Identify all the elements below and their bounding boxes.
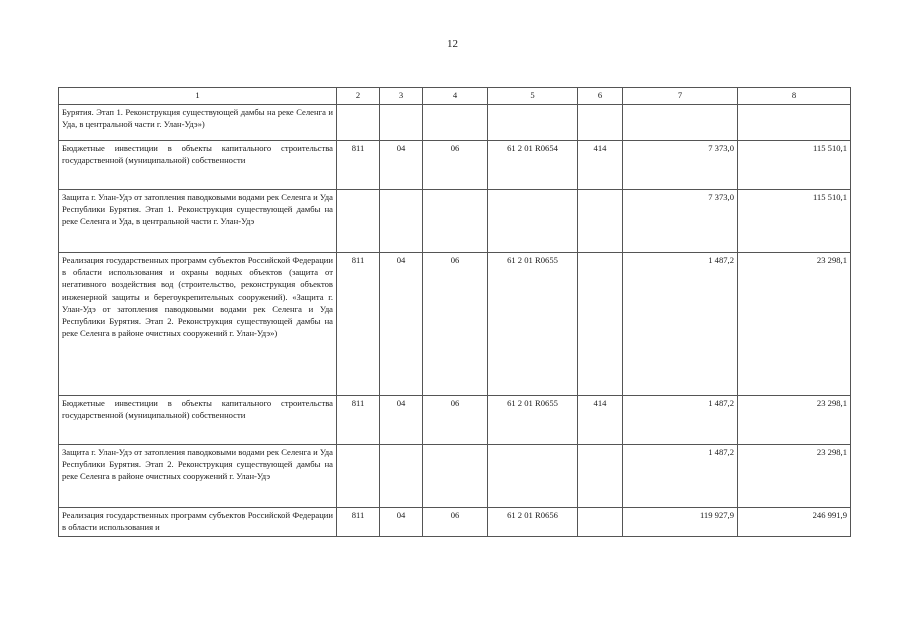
section-code-cell bbox=[380, 105, 423, 141]
expense-type-cell bbox=[578, 253, 623, 396]
table-row bbox=[59, 445, 851, 508]
section-code-cell: 04 bbox=[380, 253, 423, 396]
expense-type-cell bbox=[578, 445, 623, 508]
row-name-cell: Бюджетные инвестиции в объекты капитального строительства государственной (муниципальной) собственности bbox=[59, 141, 337, 190]
ministry-code-cell: 811 bbox=[337, 253, 380, 396]
section-code-cell bbox=[380, 445, 423, 508]
subsection-code-cell: 06 bbox=[423, 253, 488, 396]
ministry-code-cell bbox=[337, 190, 380, 253]
section-code-cell bbox=[380, 190, 423, 253]
row-name-cell: Реализация государственных программ субъектов Российской Федерации в области использования и bbox=[59, 508, 337, 537]
sum-col7-cell: 1 487,2 bbox=[623, 445, 738, 508]
row-name-cell: Защита г. Улан-Удэ от затопления паводковыми водами рек Селенга и Уда Республики Бурятия. Этап 2. Реконструкция существующей дамбы на реке Селенга в районе очистных сооружений г. Улан-Удэ bbox=[59, 445, 337, 508]
expense-type-cell bbox=[578, 508, 623, 537]
row-name-cell: Защита г. Улан-Удэ от затопления паводковыми водами рек Селенга и Уда Республики Бурятия. Этап 1. Реконструкция существующей дамбы на реке Селенга и Уда, в центральной части г. Улан-Удэ bbox=[59, 190, 337, 253]
column-header: 3 bbox=[380, 88, 423, 105]
column-header: 7 bbox=[623, 88, 738, 105]
row-name-cell: Бюджетные инвестиции в объекты капитального строительства государственной (муниципальной) собственности bbox=[59, 396, 337, 445]
budget-table bbox=[58, 87, 851, 537]
subsection-code-cell bbox=[423, 445, 488, 508]
subsection-code-cell: 06 bbox=[423, 508, 488, 537]
column-header: 5 bbox=[488, 88, 578, 105]
sum-col8-cell: 23 298,1 bbox=[738, 253, 851, 396]
table-row bbox=[59, 105, 851, 141]
sum-col7-cell: 1 487,2 bbox=[623, 396, 738, 445]
target-code-cell: 61 2 01 R0655 bbox=[488, 253, 578, 396]
ministry-code-cell: 811 bbox=[337, 508, 380, 537]
row-name-cell: Реализация государственных программ субъектов Российской Федерации в области использования и охраны водных объектов (защита от негативного воздействия вод (строительство, реконструкция объектов инженерной защиты и берегоукрепительных сооружений). «Защита г. Улан-Удэ от затопления паводковыми водами рек Селенга и Уда Республики Бурятия. Этап 2. Реконструкция существующей дамбы на реке Селенга в районе очистных сооружений г. Улан-Удэ») bbox=[59, 253, 337, 396]
page-number: 12 bbox=[447, 38, 458, 50]
column-header: 2 bbox=[337, 88, 380, 105]
sum-col8-cell: 23 298,1 bbox=[738, 445, 851, 508]
subsection-code-cell: 06 bbox=[423, 141, 488, 190]
section-code-cell: 04 bbox=[380, 508, 423, 537]
target-code-cell: 61 2 01 R0654 bbox=[488, 141, 578, 190]
sum-col7-cell: 119 927,9 bbox=[623, 508, 738, 537]
sum-col7-cell: 7 373,0 bbox=[623, 190, 738, 253]
sum-col7-cell: 1 487,2 bbox=[623, 253, 738, 396]
sum-col8-cell bbox=[738, 105, 851, 141]
subsection-code-cell: 06 bbox=[423, 396, 488, 445]
column-header: 4 bbox=[423, 88, 488, 105]
sum-col7-cell: 7 373,0 bbox=[623, 141, 738, 190]
column-header: 8 bbox=[738, 88, 851, 105]
section-code-cell: 04 bbox=[380, 141, 423, 190]
ministry-code-cell bbox=[337, 445, 380, 508]
column-header: 6 bbox=[578, 88, 623, 105]
subsection-code-cell bbox=[423, 105, 488, 141]
table-row bbox=[59, 508, 851, 537]
section-code-cell: 04 bbox=[380, 396, 423, 445]
sum-col8-cell: 23 298,1 bbox=[738, 396, 851, 445]
table-row bbox=[59, 253, 851, 396]
table-row bbox=[59, 141, 851, 190]
ministry-code-cell: 811 bbox=[337, 141, 380, 190]
subsection-code-cell bbox=[423, 190, 488, 253]
target-code-cell bbox=[488, 190, 578, 253]
sum-col8-cell: 115 510,1 bbox=[738, 190, 851, 253]
row-name-cell: Бурятия. Этап 1. Реконструкция существующей дамбы на реке Селенга и Уда, в центральной части г. Улан-Удэ») bbox=[59, 105, 337, 141]
ministry-code-cell: 811 bbox=[337, 396, 380, 445]
expense-type-cell bbox=[578, 105, 623, 141]
ministry-code-cell bbox=[337, 105, 380, 141]
table-header-row bbox=[59, 88, 851, 105]
sum-col7-cell bbox=[623, 105, 738, 141]
target-code-cell bbox=[488, 105, 578, 141]
target-code-cell: 61 2 01 R0656 bbox=[488, 508, 578, 537]
target-code-cell bbox=[488, 445, 578, 508]
sum-col8-cell: 115 510,1 bbox=[738, 141, 851, 190]
expense-type-cell bbox=[578, 190, 623, 253]
expense-type-cell: 414 bbox=[578, 141, 623, 190]
expense-type-cell: 414 bbox=[578, 396, 623, 445]
table-row bbox=[59, 190, 851, 253]
column-header: 1 bbox=[59, 88, 337, 105]
table-row bbox=[59, 396, 851, 445]
target-code-cell: 61 2 01 R0655 bbox=[488, 396, 578, 445]
sum-col8-cell: 246 991,9 bbox=[738, 508, 851, 537]
